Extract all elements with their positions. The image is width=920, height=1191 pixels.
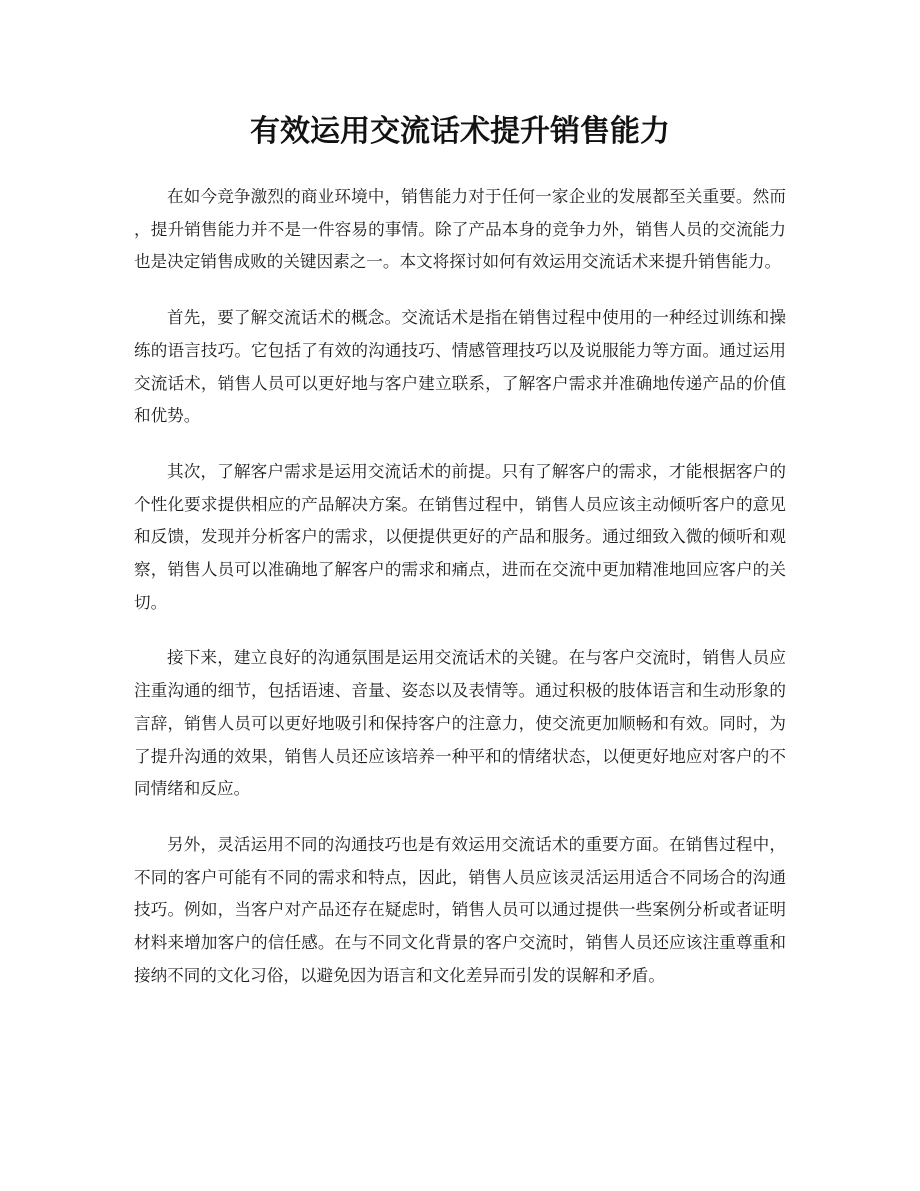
document-title: 有效运用交流话术提升销售能力 [250, 114, 670, 149]
paragraph: 其次，了解客户需求是运用交流话术的前提。只有了解客户的需求，才能根据客户的个性化要求提供相应的产品解决方案。在销售过程中，销售人员应该主动倾听客户的意见和反馈，发现并分析客户的需求，以便提供更好的产品和服务。通过细致入微的倾听和观察，销售人员可以准确地了解客户的需求和痛点，进而在交流中更加精准地回应客户的关切。 [134, 461, 786, 612]
paragraph: 另外，灵活运用不同的沟通技巧也是有效运用交流话术的重要方面。在销售过程中，不同的客户可能有不同的需求和特点，因此，销售人员应该灵活运用适合不同场合的沟通技巧。例如，当客户对产品还存在疑虑时，销售人员可以通过提供一些案例分析或者证明材料来增加客户的信任感。在与不同文化背景的客户交流时，销售人员还应该注重尊重和接纳不同的文化习俗，以避免因为语言和文化差异而引发的误解和矛盾。 [134, 834, 786, 985]
paragraph: 在如今竞争激烈的商业环境中，销售能力对于任何一家企业的发展都至关重要。然而，提升销售能力并不是一件容易的事情。除了产品本身的竞争力外，销售人员的交流能力也是决定销售成败的关键因素之一。本文将探讨如何有效运用交流话术来提升销售能力。 [134, 187, 786, 272]
paragraph: 接下来，建立良好的沟通氛围是运用交流话术的关键。在与客户交流时，销售人员应注重沟通的细节，包括语速、音量、姿态以及表情等。通过积极的肢体语言和生动形象的言辞，销售人员可以更好地吸引和保持客户的注意力，使交流更加顺畅和有效。同时，为了提升沟通的效果，销售人员还应该培养一种平和的情绪状态，以便更好地应对客户的不同情绪和反应。 [134, 648, 786, 799]
document-body [134, 181, 786, 1015]
paragraph: 首先，要了解交流话术的概念。交流话术是指在销售过程中使用的一种经过训练和操练的语言技巧。它包括了有效的沟通技巧、情感管理技巧以及说服能力等方面。通过运用交流话术，销售人员可以更好地与客户建立联系，了解客户需求并准确地传递产品的价值和优势。 [134, 308, 786, 426]
